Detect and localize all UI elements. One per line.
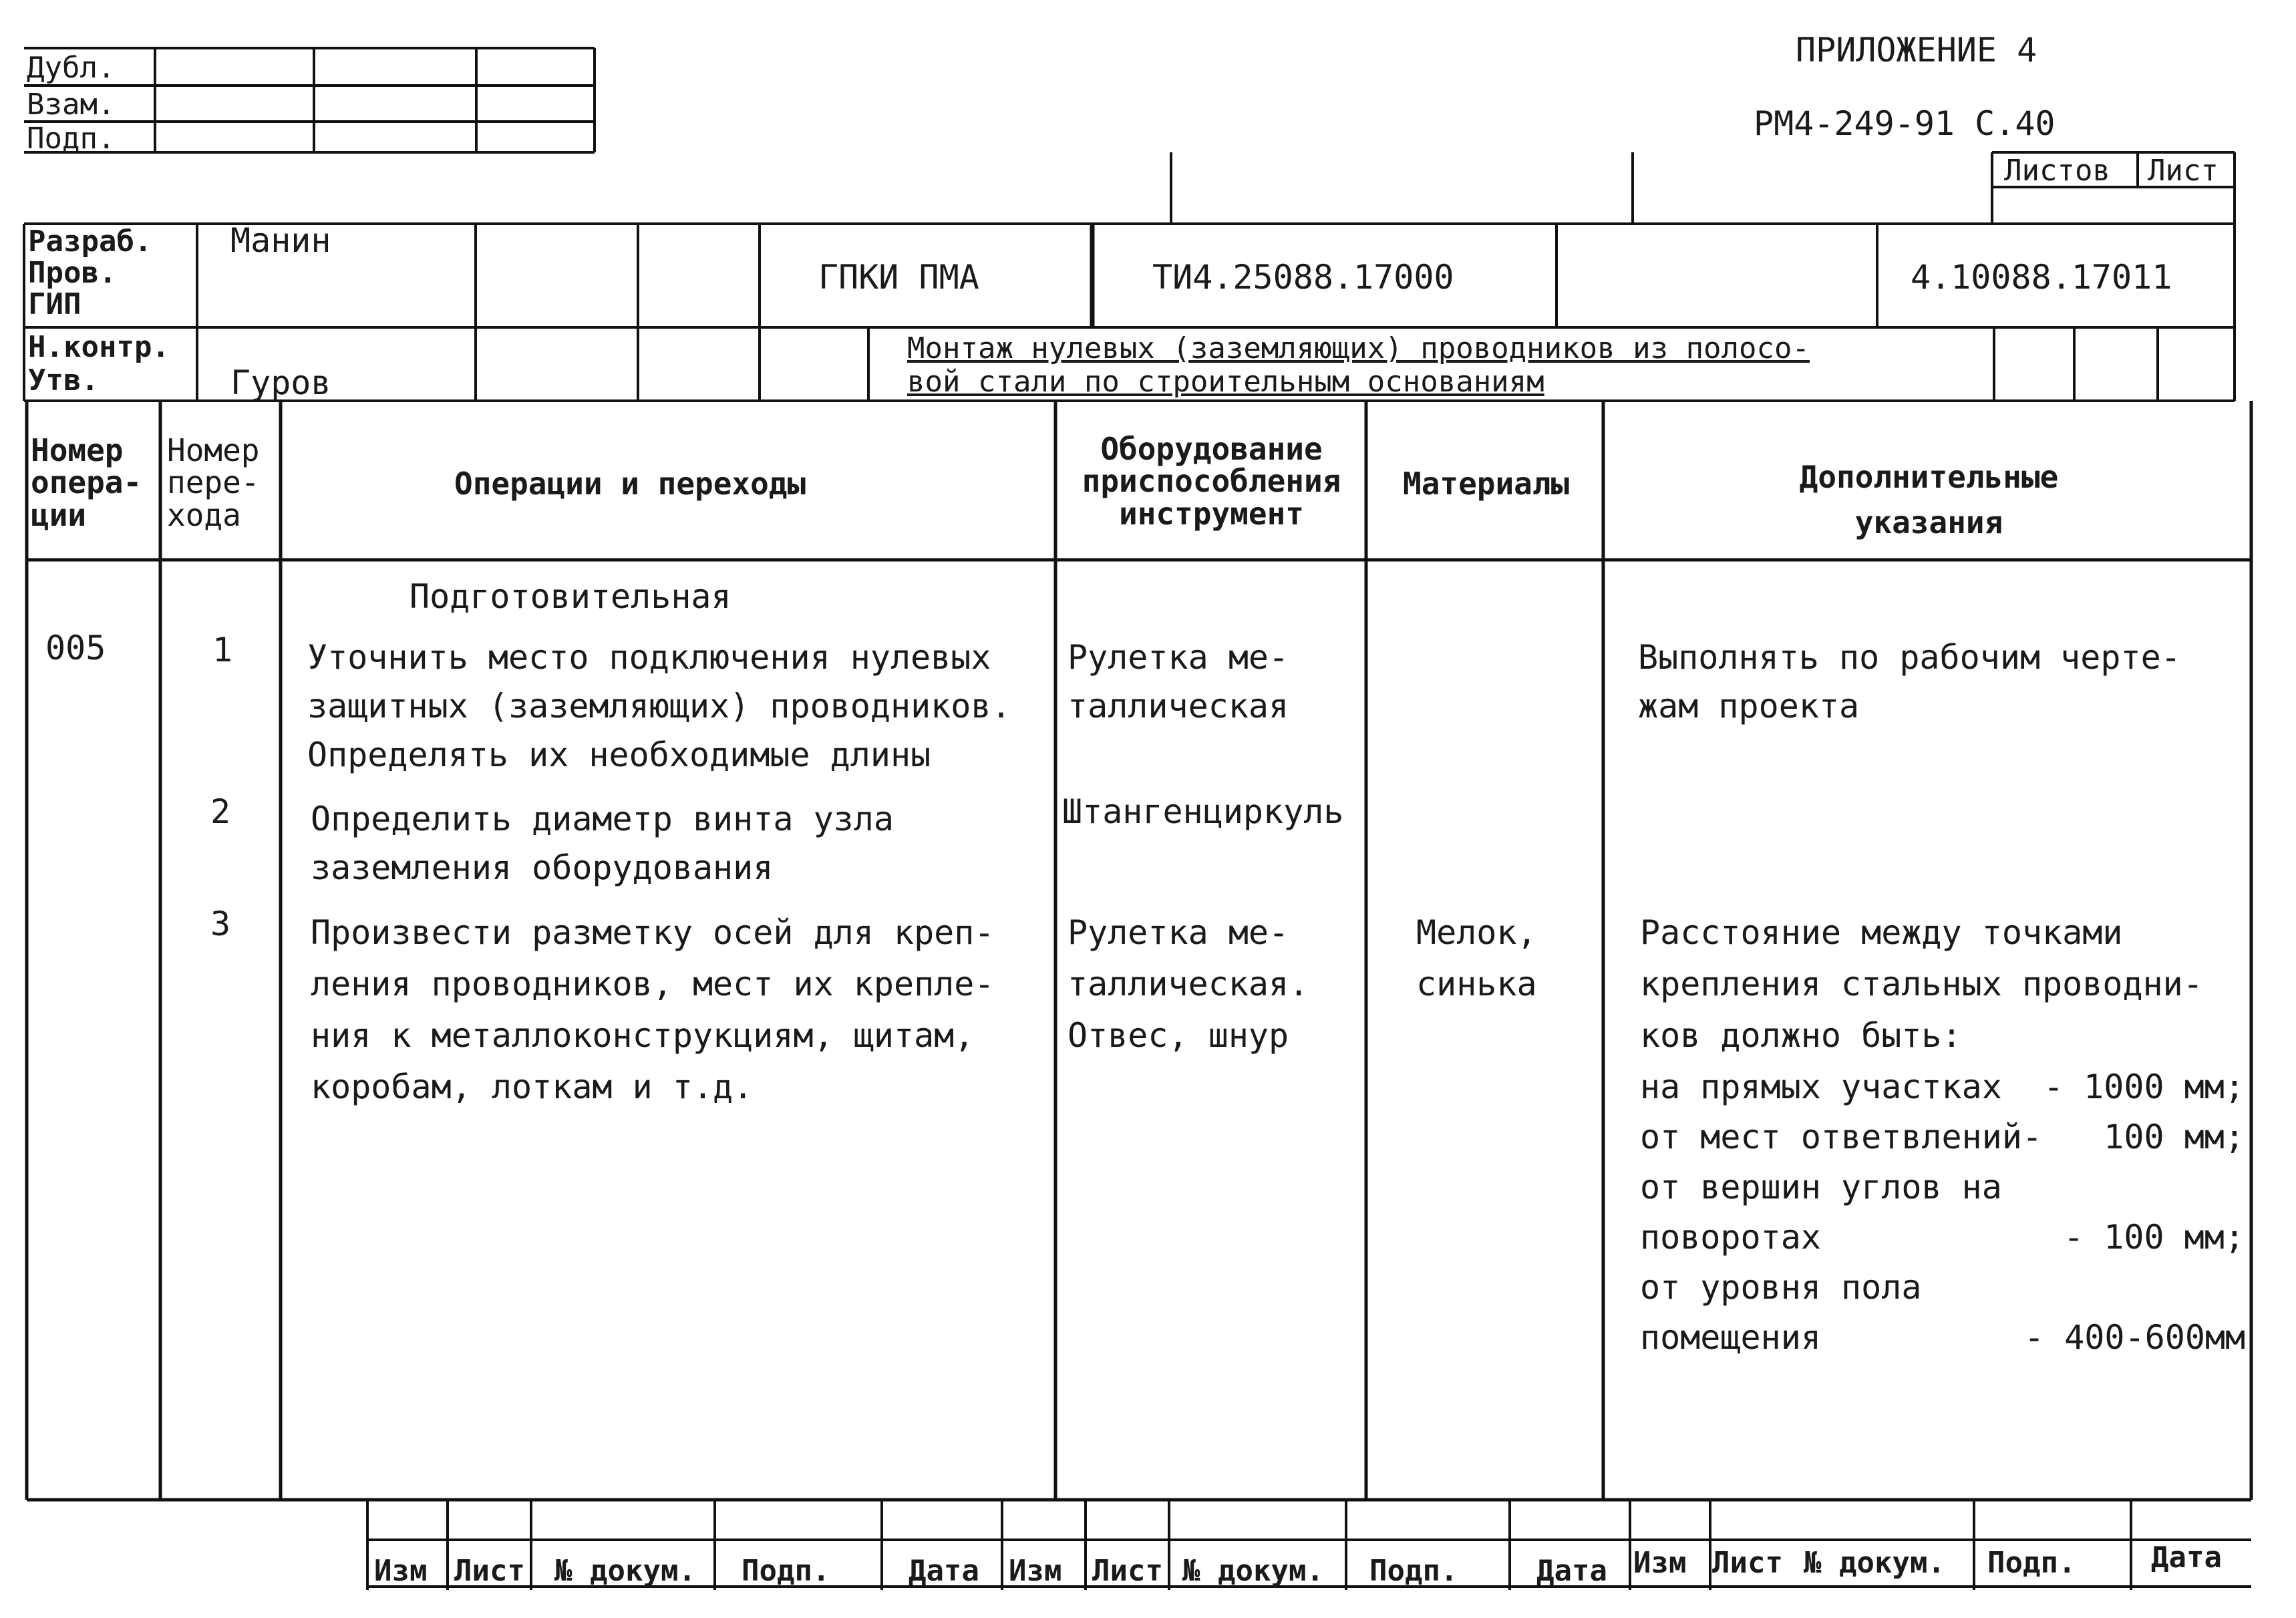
header-materials: Материалы [1403, 466, 1570, 502]
footer-label: № докум. [1182, 1554, 1324, 1588]
operation-number: 005 [45, 629, 106, 667]
role-developer: Разраб. [28, 224, 152, 259]
distance-labels: на прямых участках от мест ответвлений- от вершин углов на поворотах от уровня пола помещения [1640, 1068, 2043, 1357]
approver-name: Гуров [230, 363, 331, 402]
distance-values: - 1000 мм; 100 мм; - 100 мм; - 400-600мм [2024, 1068, 2246, 1357]
title-line-1: Монтаж нулевых (заземляющих) проводников из полосо- [907, 331, 1810, 365]
title-line-2: вой стали по строительным основаниям [907, 365, 1544, 399]
header-op-no: Номер опера- ции [31, 432, 142, 533]
header-operations: Операции и переходы [454, 466, 806, 502]
notes-text: Расстояние между точками крепления стальных проводни- ков должно быть: [1640, 913, 2203, 1055]
footer-label: Изм [374, 1554, 428, 1588]
footer-label: Изм [1633, 1546, 1687, 1580]
stamp-label-vzam: Взам. [27, 88, 116, 122]
footer-label: Лист [1712, 1546, 1783, 1580]
footer-label: Подп. [1369, 1554, 1458, 1588]
footer-label: Изм [1009, 1554, 1062, 1588]
document-reference: РМ4-249-91 С.40 [1754, 104, 2056, 143]
step-number: 3 [210, 905, 231, 943]
step-number: 1 [212, 631, 233, 669]
footer-label: № докум. [1804, 1546, 1945, 1580]
operation-text: Уточнить место подключения нулевых защитных (заземляющих) проводников. Определять их необходимые длины [307, 638, 1011, 774]
organization-name: ГПКИ ПМА [818, 258, 979, 297]
footer-label: Дата [1536, 1554, 1607, 1588]
role-chief-engineer: ГИП [28, 287, 81, 321]
role-norm-control: Н.контр. [28, 330, 170, 364]
header-notes: Дополнительные указания [1799, 459, 2059, 541]
footer-label: Дата [2151, 1541, 2222, 1575]
role-approver: Утв. [28, 363, 99, 397]
stamp-label-podp: Подп. [27, 122, 116, 156]
sheet-label: Лист [2148, 154, 2219, 188]
footer-label: Подп. [742, 1554, 830, 1588]
developer-name: Манин [230, 221, 331, 260]
operation-text: Определить диаметр винта узла заземления оборудования [311, 800, 894, 887]
step-number: 2 [210, 792, 231, 831]
footer-label: Лист [1092, 1554, 1163, 1588]
header-step-no: Номер пере- хода [167, 432, 260, 533]
footer-label: Подп. [1987, 1546, 2076, 1580]
equipment-text: Штангенциркуль [1062, 792, 1344, 831]
notes-text: Выполнять по рабочим черте- жам проекта [1638, 638, 2181, 725]
equipment-text: Рулетка ме- таллическая. Отвес, шнур [1068, 913, 1309, 1055]
detail-code: 4.10088.17011 [1911, 258, 2172, 297]
equipment-text: Рулетка ме- таллическая [1068, 638, 1289, 725]
appendix-label: ПРИЛОЖЕНИЕ 4 [1796, 31, 2037, 69]
role-checker: Пров. [28, 256, 117, 290]
footer-label: Дата [909, 1554, 979, 1588]
section-title: Подготовительная [409, 577, 731, 616]
operation-text: Произвести разметку осей для креп- ления проводников, мест их крепле- ния к металлоконструкциям, щитам, коробам, лоткам и т.д. [311, 913, 995, 1106]
sheets-count-label: Листов [2004, 154, 2110, 188]
materials-text: Мелок, синька [1416, 913, 1537, 1003]
header-equipment: Оборудование приспособления инструмент [1082, 431, 1341, 532]
stamp-label-dubl: Дубл. [27, 51, 116, 85]
footer-label: № докум. [554, 1554, 696, 1588]
footer-label: Лист [454, 1554, 525, 1588]
document-code: ТИ4.25088.17000 [1152, 258, 1454, 297]
